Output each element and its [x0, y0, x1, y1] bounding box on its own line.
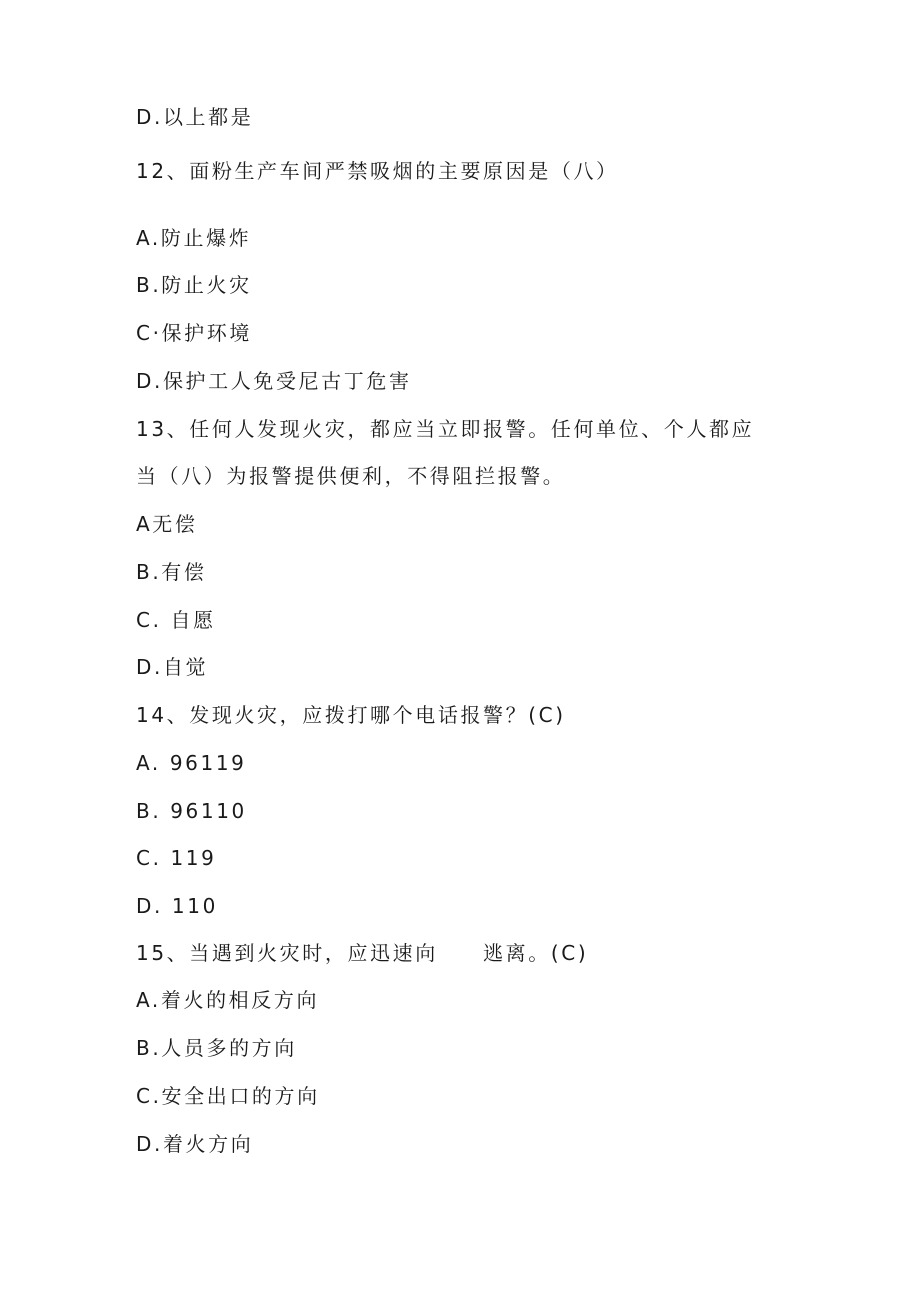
- q13-question-line1: 13、任何人发现火灾，都应当立即报警。任何单位、个人都应: [136, 417, 755, 441]
- q12-question: 12、面粉生产车间严禁吸烟的主要原因是（八）: [136, 159, 619, 183]
- q13-option-b: B.有偿: [136, 560, 207, 584]
- q12-option-d: D.保护工人免受尼古丁危害: [136, 369, 412, 393]
- q12-option-b: B.防止火灾: [136, 273, 252, 297]
- q15-option-d: D.着火方向: [136, 1132, 254, 1156]
- q14-option-c: C. 119: [136, 846, 217, 870]
- q13-option-d: D.自觉: [136, 655, 209, 679]
- q14-question: 14、发现火灾，应拨打哪个电话报警？(C): [136, 703, 566, 727]
- q14-option-b: B. 96110: [136, 799, 247, 823]
- q12-option-a: A.防止爆炸: [136, 226, 252, 250]
- q15-option-c: C.安全出口的方向: [136, 1084, 320, 1108]
- q13-question-line2: 当（八）为报警提供便利，不得阻拦报警。: [136, 464, 566, 488]
- q15-question: 15、当遇到火灾时，应迅速向 逃离。(C): [136, 941, 589, 965]
- q15-option-a: A.着火的相反方向: [136, 988, 320, 1012]
- q14-option-d: D. 110: [136, 894, 218, 918]
- q15-option-b: B.人员多的方向: [136, 1036, 297, 1060]
- q13-option-a: A无偿: [136, 512, 198, 536]
- q12-option-c: C·保护环境: [136, 321, 252, 345]
- q13-option-c: C. 自愿: [136, 608, 216, 632]
- q14-option-a: A. 96119: [136, 751, 247, 775]
- q11-option-d: D.以上都是: [136, 105, 254, 129]
